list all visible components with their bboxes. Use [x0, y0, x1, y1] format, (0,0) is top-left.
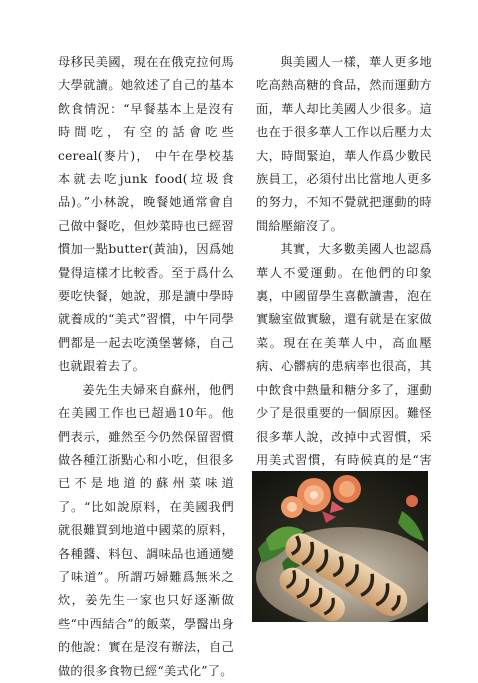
paragraph-exercise: 與美國人一樣，華人更多地吃高熱高糖的食品，然而運動方面，華人却比美國人少很多。這也在于很多華人工作以后壓力太大，時間緊迫，華人作爲少數民族員工，必須付出比當地人更多的努力，不知不覺就把運動的時間給壓縮沒了。 — [256, 55, 432, 233]
food-dish-illustration — [252, 471, 428, 622]
article-left-column — [58, 51, 234, 683]
paragraph-jiang-family: 姜先生夫婦來自蘇州，他們在美國工作也已超過10年。他們表示，雖然至今仍然保留習慣做各種江浙點心和小吃，但很多已不是地道的蘇州菜味道了。“比如說原料，在美國我們就很難買到地道中國菜的原料，各種醬、料包、調味品也通通變了味道”。所謂巧婦難爲無米之炊，姜先生一家也只好逐漸做些“中西結合”的飯菜，學醫出身的他說：實在是沒有辦法，自己做的很多食物已經“美式化”了。 — [58, 382, 234, 678]
food-dish-photo — [252, 471, 428, 622]
paragraph-xiaolin: 母移民美國，現在在俄克拉何馬大學就讀。她敘述了自己的基本飲食情況：“早餐基本上是沒有時間吃，有空的話會吃些cereal(麥片)， 中午在學校基本就去吃junk food(垃圾食品)。”小林說，晚餐她通常會自己做中餐吃，但炒菜時也已經習慣加一點butter(黃油)，因爲她覺得這樣才比較香。至于爲什么要吃快餐，她說，那是讀中學時就養成的“美式”習慣，中午同學們都是一起去吃漢堡薯條，自己也就跟着去了。 — [58, 55, 234, 374]
article-right-column — [256, 51, 432, 496]
paragraph-health: 其實，大多數美國人也認爲華人不愛運動。在他們的印象裏，中國留學生喜歡讀書，泡在實驗室做實驗，還有就是在家做菜。現在在美華人中，高血壓病、心髒病的患病率也很高，其中飲食中熱量和糖分多了，運動少了是很重要的一個原因。難怪很多華人說，改掉中式習慣，采用美式習慣，有時候真的是“害 — [256, 242, 432, 467]
